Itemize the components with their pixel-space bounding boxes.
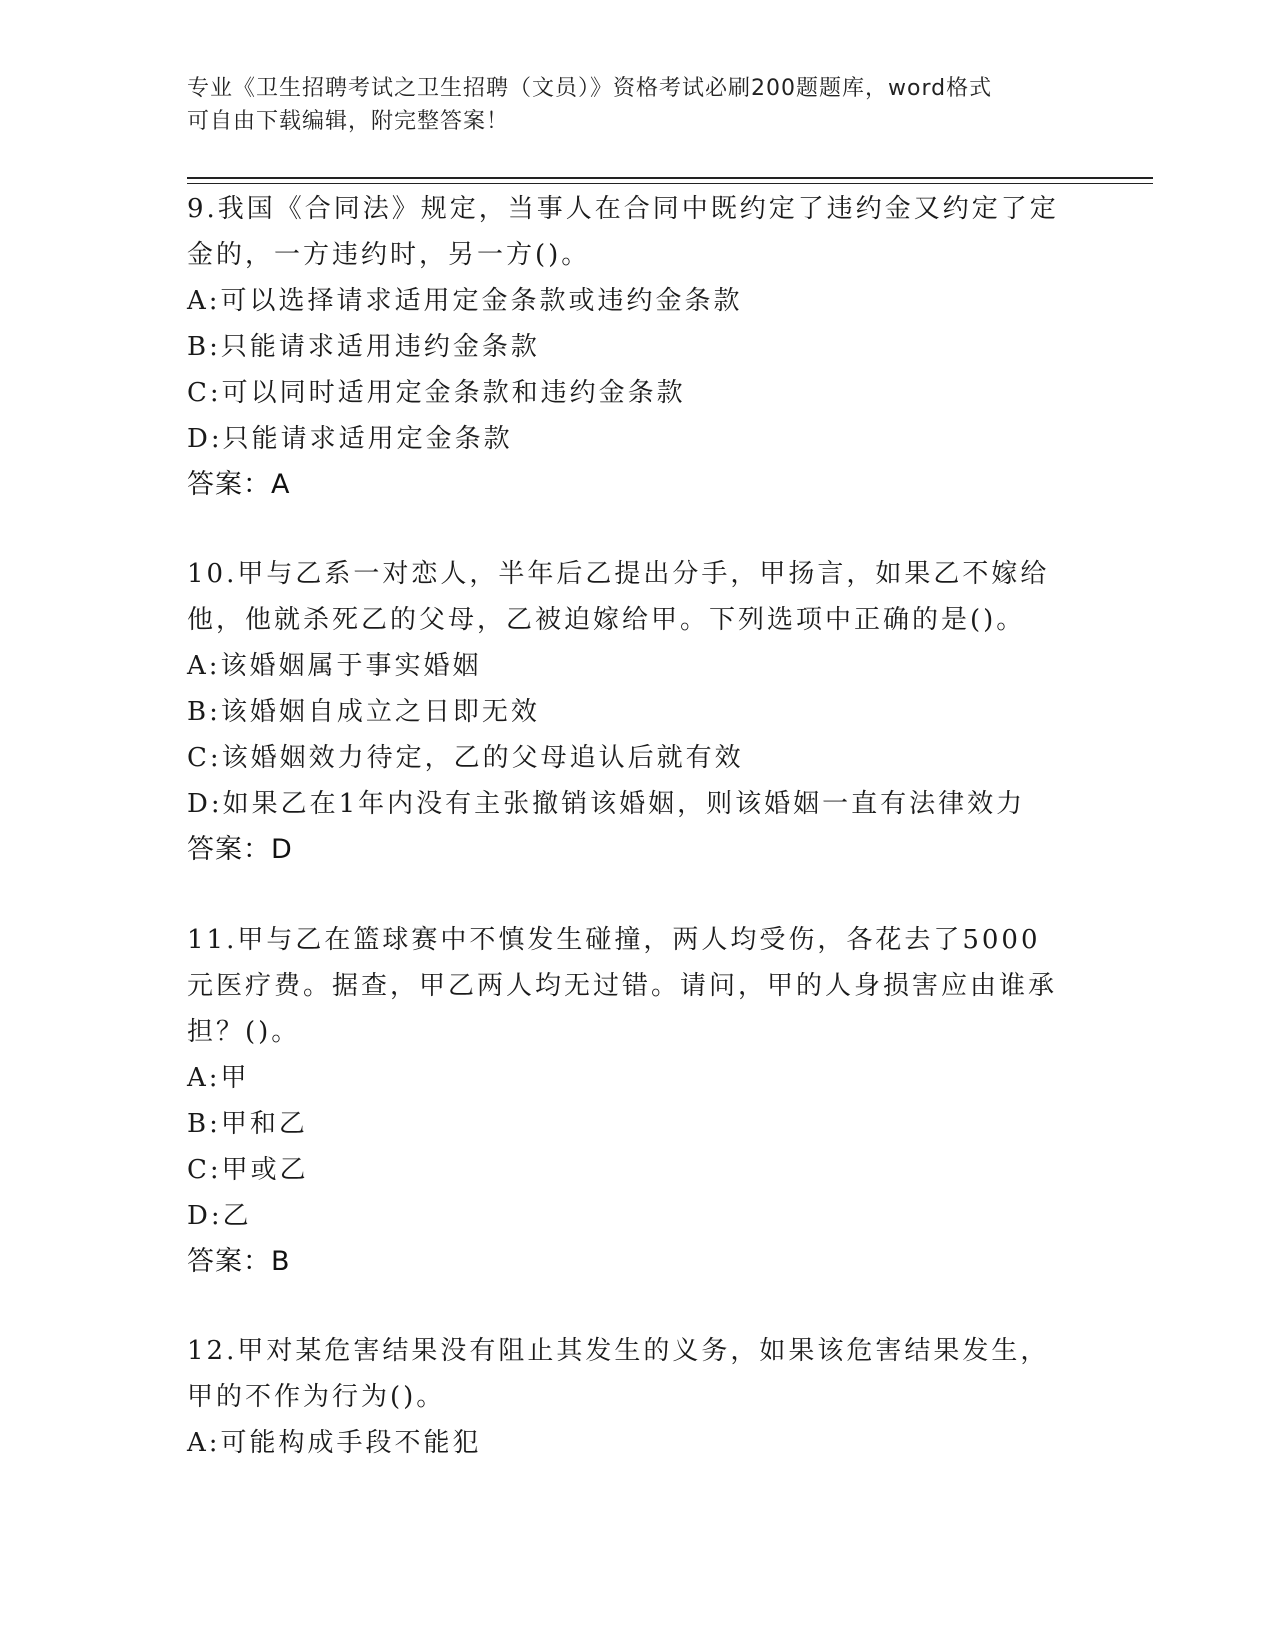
- question-block: [187, 186, 1067, 508]
- question-stem: 11.甲与乙在篮球赛中不慎发生碰撞，两人均受伤，各花去了5000元医疗费。据查，甲乙两人均无过错。请问，甲的人身损害应由谁承担？()。: [187, 925, 1058, 1047]
- option-d: D:只能请求适用定金条款: [187, 424, 513, 454]
- question-block: [187, 1328, 1067, 1466]
- document-header: [187, 72, 1067, 138]
- answer-line: 答案：B: [187, 1246, 291, 1277]
- option-b: B:该婚姻自成立之日即无效: [187, 697, 540, 727]
- option-c: C:该婚姻效力待定，乙的父母追认后就有效: [187, 743, 744, 773]
- option-d: D:如果乙在1年内没有主张撤销该婚姻，则该婚姻一直有法律效力: [187, 789, 1026, 819]
- option-d: D:乙: [187, 1201, 252, 1231]
- option-b: B:甲和乙: [187, 1109, 308, 1139]
- header-divider-thin: [187, 183, 1153, 184]
- header-title-line-2: 可自由下载编辑，附完整答案！: [187, 109, 510, 134]
- answer-line: 答案：D: [187, 834, 293, 865]
- option-a: A:可以选择请求适用定金条款或违约金条款: [187, 286, 743, 316]
- option-c: C:甲或乙: [187, 1155, 309, 1185]
- question-stem: 9.我国《合同法》规定，当事人在合同中既约定了违约金又约定了定金的，一方违约时，另一方()。: [187, 194, 1059, 270]
- question-stem: 10.甲与乙系一对恋人，半年后乙提出分手，甲扬言，如果乙不嫁给他，他就杀死乙的父母，乙被迫嫁给甲。下列选项中正确的是()。: [187, 559, 1050, 635]
- answer-line: 答案：A: [187, 469, 291, 500]
- option-b: B:只能请求适用违约金条款: [187, 332, 540, 362]
- header-divider-thick: [187, 177, 1153, 179]
- question-stem: 12.甲对某危害结果没有阻止其发生的义务，如果该危害结果发生，甲的不作为行为()。: [187, 1336, 1050, 1412]
- option-c: C:可以同时适用定金条款和违约金条款: [187, 378, 686, 408]
- question-block: [187, 551, 1067, 873]
- option-a: A:可能构成手段不能犯: [187, 1428, 482, 1458]
- question-block: [187, 917, 1067, 1285]
- option-a: A:甲: [187, 1063, 250, 1093]
- header-title-line-1: 专业《卫生招聘考试之卫生招聘（文员）》资格考试必刷200题题库，word格式: [187, 76, 993, 101]
- option-a: A:该婚姻属于事实婚姻: [187, 651, 482, 681]
